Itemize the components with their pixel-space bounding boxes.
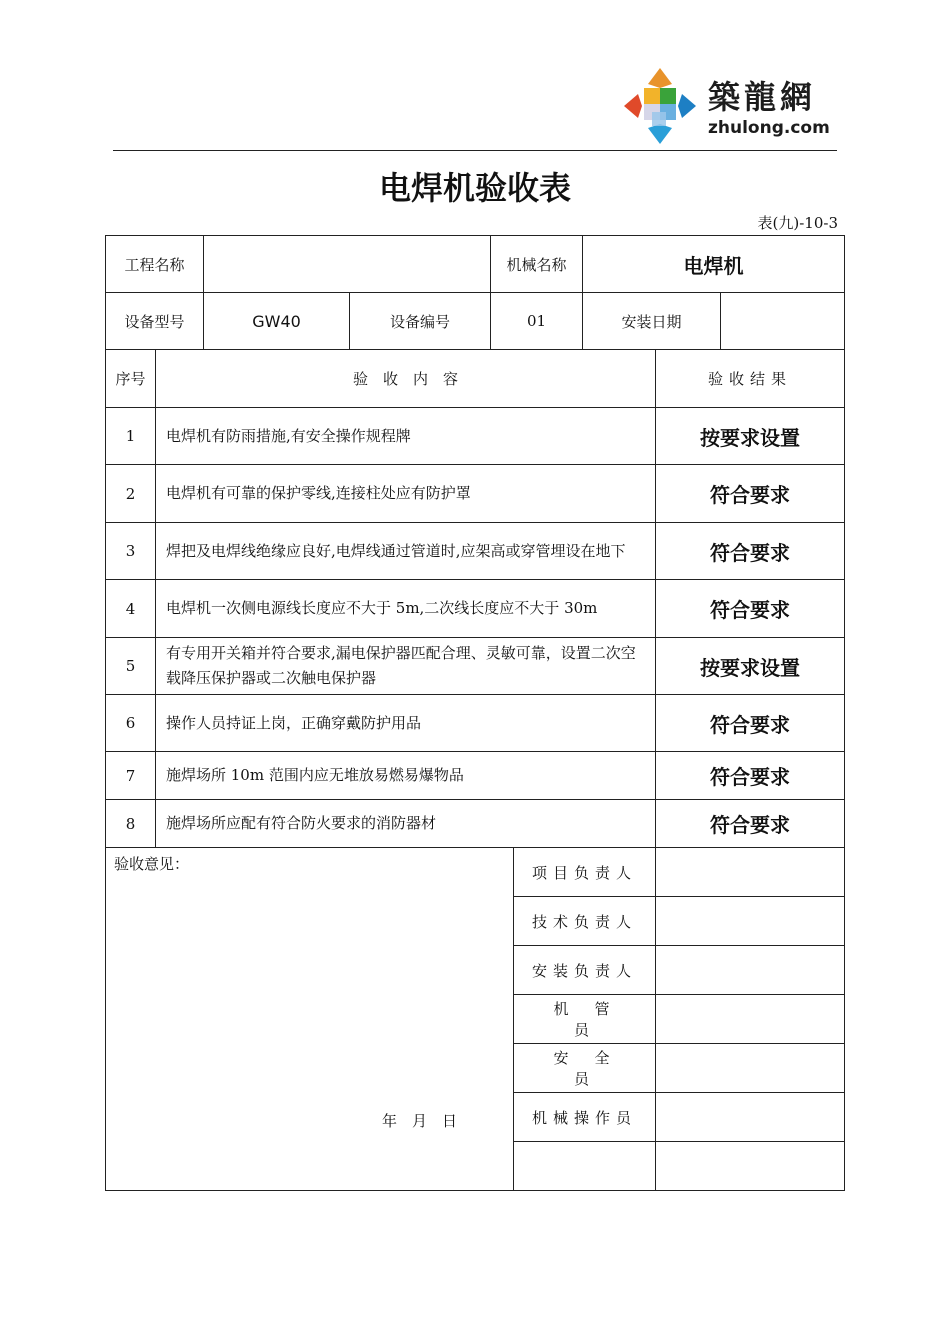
install-date-label: 安装日期 — [583, 293, 721, 350]
result-header: 验收结果 — [656, 350, 845, 408]
project-name-field[interactable] — [204, 236, 491, 293]
item-no: 6 — [106, 695, 156, 752]
install-date-value[interactable] — [721, 293, 845, 350]
item-result[interactable]: 符合要求 — [656, 465, 845, 523]
item-content: 操作人员持证上岗，正确穿戴防护用品 — [156, 695, 656, 752]
item-row — [106, 408, 845, 465]
item-result[interactable]: 符合要求 — [656, 695, 845, 752]
item-no: 3 — [106, 523, 156, 580]
machine-manager-label: 机管员 — [514, 995, 656, 1044]
tech-lead-signature[interactable] — [656, 897, 845, 946]
item-row — [106, 580, 845, 638]
item-no: 1 — [106, 408, 156, 465]
item-content: 电焊机有可靠的保护零线,连接柱处应有防护罩 — [156, 465, 656, 523]
item-result[interactable]: 符合要求 — [656, 800, 845, 848]
logo-chinese-text: 築龍網 — [708, 78, 817, 116]
operator-signature[interactable] — [656, 1093, 845, 1142]
zhulong-logo — [620, 66, 840, 146]
item-content: 焊把及电焊线绝缘应良好,电焊线通过管道时,应架高或穿管埋设在地下 — [156, 523, 656, 580]
opinion-box[interactable] — [106, 848, 514, 1191]
item-result[interactable]: 符合要求 — [656, 523, 845, 580]
opinion-label: 验收意见： — [114, 855, 190, 873]
item-no: 8 — [106, 800, 156, 848]
project-manager-label: 项目负责人 — [514, 848, 656, 897]
item-row — [106, 800, 845, 848]
item-no: 7 — [106, 752, 156, 800]
signature-row — [106, 848, 845, 897]
item-row — [106, 752, 845, 800]
item-content: 电焊机有防雨措施,有安全操作规程牌 — [156, 408, 656, 465]
equip-no-label: 设备编号 — [350, 293, 491, 350]
item-row — [106, 523, 845, 580]
project-name-label: 工程名称 — [106, 236, 204, 293]
column-header-row — [106, 350, 845, 408]
item-content: 施焊场所 10m 范围内应无堆放易燃易爆物品 — [156, 752, 656, 800]
machine-manager-signature[interactable] — [656, 995, 845, 1044]
seq-header: 序号 — [106, 350, 156, 408]
extra-signature-cell[interactable] — [656, 1142, 845, 1191]
page-title: 电焊机验收表 — [378, 169, 571, 207]
item-result[interactable]: 符合要求 — [656, 752, 845, 800]
item-content: 电焊机一次侧电源线长度应不大于 5m,二次线长度应不大于 30m — [156, 580, 656, 638]
inspection-table — [105, 235, 845, 1191]
project-manager-signature[interactable] — [656, 848, 845, 897]
logo-english-text: zhulong.com — [708, 118, 830, 138]
header-divider — [113, 150, 837, 151]
item-content: 施焊场所应配有符合防火要求的消防器材 — [156, 800, 656, 848]
opinion-date: 年 月 日 — [382, 1112, 458, 1130]
equipment-row — [106, 293, 845, 350]
item-row — [106, 465, 845, 523]
safety-officer-label: 安全员 — [514, 1044, 656, 1093]
content-header: 验 收 内 容 — [156, 350, 656, 408]
tech-lead-label: 技术负责人 — [514, 897, 656, 946]
machine-name-label: 机械名称 — [491, 236, 583, 293]
safety-officer-signature[interactable] — [656, 1044, 845, 1093]
project-row — [106, 236, 845, 293]
item-row — [106, 638, 845, 695]
logo-cube-icon — [620, 66, 700, 146]
model-value[interactable]: GW40 — [204, 293, 350, 350]
item-no: 5 — [106, 638, 156, 695]
machine-name-value[interactable]: 电焊机 — [583, 236, 845, 293]
equip-no-value[interactable]: 01 — [491, 293, 583, 350]
install-lead-signature[interactable] — [656, 946, 845, 995]
table-number: 表(九)-10-3 — [757, 214, 838, 232]
model-label: 设备型号 — [106, 293, 204, 350]
item-row — [106, 695, 845, 752]
install-lead-label: 安装负责人 — [514, 946, 656, 995]
operator-label: 机械操作员 — [514, 1093, 656, 1142]
item-content: 有专用开关箱并符合要求,漏电保护器匹配合理、灵敏可靠，设置二次空载降压保护器或二次触电保护器 — [156, 638, 656, 695]
extra-label-cell[interactable] — [514, 1142, 656, 1191]
item-result[interactable]: 按要求设置 — [656, 408, 845, 465]
item-result[interactable]: 符合要求 — [656, 580, 845, 638]
item-no: 4 — [106, 580, 156, 638]
item-no: 2 — [106, 465, 156, 523]
item-result[interactable]: 按要求设置 — [656, 638, 845, 695]
